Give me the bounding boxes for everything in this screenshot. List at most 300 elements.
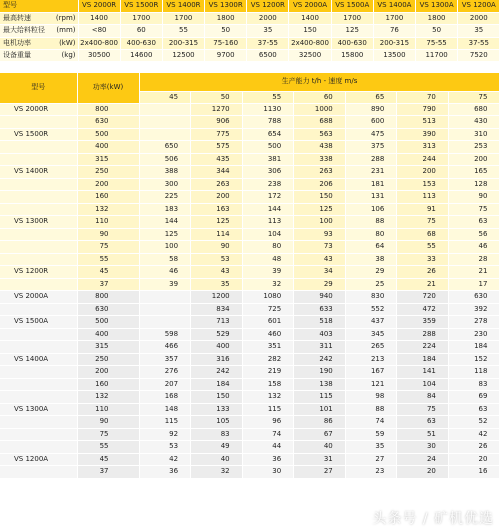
spec-cell: 2x400-800 — [289, 37, 331, 49]
model-cell: VS 1500R — [0, 128, 77, 141]
capacity-row — [0, 166, 500, 179]
capacity-cell: 438 — [294, 141, 346, 154]
spec-cell: 1800 — [205, 12, 247, 24]
capacity-cell: 125 — [139, 228, 191, 241]
model-cell — [0, 253, 77, 266]
capacity-cell: 86 — [294, 416, 346, 429]
capacity-cell: 148 — [139, 403, 191, 416]
capacity-cell: 184 — [191, 378, 243, 391]
capacity-cell: 131 — [345, 191, 397, 204]
capacity-cell: 345 — [345, 328, 397, 341]
power-cell: 132 — [77, 391, 139, 404]
spec-cell: 1700 — [120, 12, 162, 24]
spec-cell: 150 — [289, 25, 331, 37]
spec-cell: 50 — [416, 25, 458, 37]
spec-label-text: 电机功率 — [3, 38, 31, 47]
capacity-row — [0, 241, 500, 254]
capacity-cell: 310 — [448, 128, 500, 141]
spec-cell: 400-630 — [331, 37, 373, 49]
spec-cell: 1700 — [373, 12, 415, 24]
capacity-cell: 552 — [345, 303, 397, 316]
capacity-cell: 725 — [242, 303, 294, 316]
speed-header-cell: 65 — [345, 91, 397, 103]
capacity-cell: 207 — [139, 378, 191, 391]
spec-row-label — [0, 25, 78, 37]
spec-cell: 2000 — [247, 12, 289, 24]
capacity-cell: 40 — [294, 441, 346, 454]
capacity-cell: 688 — [294, 116, 346, 129]
capacity-cell: 513 — [397, 116, 449, 129]
capacity-cell: 500 — [242, 141, 294, 154]
capacity-cell — [139, 316, 191, 329]
capacity-cell: 633 — [294, 303, 346, 316]
capacity-cell: 125 — [294, 203, 346, 216]
capacity-cell: 24 — [397, 453, 449, 466]
capacity-group-header: 生产能力 t/h - 速度 m/s — [139, 73, 500, 91]
capacity-cell: 288 — [397, 328, 449, 341]
capacity-cell: 598 — [139, 328, 191, 341]
model-cell — [0, 391, 77, 404]
capacity-cell: 906 — [191, 116, 243, 129]
capacity-cell: 88 — [345, 403, 397, 416]
capacity-row — [0, 366, 500, 379]
capacity-cell: 1000 — [294, 103, 346, 116]
watermark-text: 头条号 / 矿机优选 — [372, 511, 494, 527]
spec-row — [0, 25, 500, 37]
capacity-cell: 33 — [397, 253, 449, 266]
power-cell: 500 — [77, 316, 139, 329]
power-cell: 75 — [77, 241, 139, 254]
capacity-row — [0, 328, 500, 341]
capacity-cell: 184 — [448, 341, 500, 354]
power-cell: 630 — [77, 116, 139, 129]
capacity-cell: 263 — [294, 166, 346, 179]
capacity-cell: 403 — [294, 328, 346, 341]
capacity-cell: 32 — [191, 466, 243, 479]
capacity-cell: 242 — [191, 366, 243, 379]
spec-cell: 12500 — [162, 50, 204, 62]
capacity-cell: 158 — [242, 378, 294, 391]
capacity-cell: 100 — [139, 241, 191, 254]
speed-header-cell: 45 — [139, 91, 191, 103]
speed-header-cell: 50 — [191, 91, 243, 103]
capacity-cell: 118 — [448, 366, 500, 379]
power-cell: 250 — [77, 353, 139, 366]
capacity-cell: 63 — [448, 403, 500, 416]
capacity-cell: 100 — [294, 216, 346, 229]
capacity-cell: 601 — [242, 316, 294, 329]
capacity-cell: 25 — [345, 278, 397, 291]
spec-cell: 50 — [205, 25, 247, 37]
capacity-cell: 506 — [139, 153, 191, 166]
power-cell: 250 — [77, 166, 139, 179]
capacity-row — [0, 116, 500, 129]
power-cell: 400 — [77, 328, 139, 341]
capacity-cell: 90 — [191, 241, 243, 254]
capacity-cell: 113 — [242, 216, 294, 229]
capacity-cell: 31 — [294, 453, 346, 466]
capacity-cell: 20 — [448, 453, 500, 466]
capacity-cell: 282 — [242, 353, 294, 366]
spec-cell: 1700 — [331, 12, 373, 24]
capacity-cell: 238 — [242, 178, 294, 191]
spec-unit-text: (kg) — [61, 51, 76, 60]
spec-label-text: 最高转速 — [3, 14, 31, 23]
capacity-cell: 200 — [448, 153, 500, 166]
capacity-cell: 144 — [242, 203, 294, 216]
spec-cell: 37-55 — [247, 37, 289, 49]
power-cell: 55 — [77, 253, 139, 266]
power-cell: 800 — [77, 291, 139, 304]
capacity-cell: 680 — [448, 103, 500, 116]
capacity-cell: 28 — [448, 253, 500, 266]
capacity-cell: 83 — [191, 428, 243, 441]
power-cell: 132 — [77, 203, 139, 216]
capacity-row — [0, 441, 500, 454]
spec-model-header: VS 1200R — [247, 0, 289, 12]
capacity-cell: 219 — [242, 366, 294, 379]
capacity-header-row — [0, 73, 500, 91]
capacity-cell: 63 — [448, 216, 500, 229]
spec-cell: 1400 — [78, 12, 120, 24]
capacity-cell: 306 — [242, 166, 294, 179]
capacity-cell: 152 — [448, 353, 500, 366]
capacity-row — [0, 141, 500, 154]
capacity-cell: 190 — [294, 366, 346, 379]
capacity-cell: 168 — [139, 391, 191, 404]
capacity-cell: 253 — [448, 141, 500, 154]
capacity-cell: 713 — [191, 316, 243, 329]
spec-cell: 14600 — [120, 50, 162, 62]
capacity-cell: 163 — [191, 203, 243, 216]
spec-header-label: 型号 — [0, 0, 78, 12]
capacity-cell: 58 — [139, 253, 191, 266]
model-cell — [0, 428, 77, 441]
capacity-cell: 529 — [191, 328, 243, 341]
spec-model-header: VS 2000A — [289, 0, 331, 12]
capacity-cell — [139, 128, 191, 141]
capacity-cell: 98 — [345, 391, 397, 404]
capacity-cell: 68 — [397, 228, 449, 241]
capacity-row — [0, 316, 500, 329]
capacity-cell: 231 — [345, 166, 397, 179]
spec-cell: 75-160 — [205, 37, 247, 49]
spec-label-text: 最大给料粒径 — [3, 26, 45, 35]
spec-cell: 1800 — [416, 12, 458, 24]
spec-cell: 32500 — [289, 50, 331, 62]
spec-model-header: VS 1500A — [331, 0, 373, 12]
model-cell — [0, 178, 77, 191]
capacity-cell: 224 — [397, 341, 449, 354]
capacity-cell: 63 — [397, 416, 449, 429]
capacity-cell: 80 — [242, 241, 294, 254]
power-cell: 90 — [77, 228, 139, 241]
model-cell — [0, 378, 77, 391]
capacity-cell: 51 — [397, 428, 449, 441]
capacity-cell: 1080 — [242, 291, 294, 304]
capacity-cell: 630 — [448, 291, 500, 304]
power-cell: 90 — [77, 416, 139, 429]
power-cell: 160 — [77, 378, 139, 391]
spec-cell: 13500 — [373, 50, 415, 62]
model-cell: VS 2000A — [0, 291, 77, 304]
power-cell: 45 — [77, 266, 139, 279]
capacity-cell: 93 — [294, 228, 346, 241]
model-cell: VS 1500A — [0, 316, 77, 329]
capacity-cell — [139, 303, 191, 316]
spec-model-header: VS 1300A — [416, 0, 458, 12]
capacity-cell: 475 — [345, 128, 397, 141]
capacity-cell: 890 — [345, 103, 397, 116]
capacity-cell: 16 — [448, 466, 500, 479]
capacity-cell: 375 — [345, 141, 397, 154]
capacity-cell: 64 — [345, 241, 397, 254]
capacity-cell: 563 — [294, 128, 346, 141]
capacity-cell: 113 — [397, 191, 449, 204]
capacity-cell: 49 — [191, 441, 243, 454]
capacity-cell: 75 — [397, 403, 449, 416]
model-cell — [0, 153, 77, 166]
spec-cell: 1700 — [162, 12, 204, 24]
capacity-row — [0, 266, 500, 279]
spec-row-label — [0, 50, 78, 62]
model-column-header: 型号 — [0, 73, 77, 103]
capacity-cell: 200 — [397, 166, 449, 179]
speed-header-cell: 70 — [397, 91, 449, 103]
capacity-cell: 435 — [191, 153, 243, 166]
power-cell: 500 — [77, 128, 139, 141]
capacity-cell: 92 — [139, 428, 191, 441]
spec-row-label — [0, 12, 78, 24]
capacity-cell: 357 — [139, 353, 191, 366]
capacity-cell: 35 — [345, 441, 397, 454]
power-cell: 37 — [77, 466, 139, 479]
capacity-cell: 53 — [139, 441, 191, 454]
model-cell — [0, 441, 77, 454]
model-cell — [0, 203, 77, 216]
model-cell — [0, 228, 77, 241]
capacity-cell: 265 — [345, 341, 397, 354]
power-cell: 110 — [77, 216, 139, 229]
capacity-row — [0, 103, 500, 116]
capacity-cell: 311 — [294, 341, 346, 354]
model-cell — [0, 278, 77, 291]
capacity-row — [0, 453, 500, 466]
capacity-cell: 43 — [294, 253, 346, 266]
spec-cell: 7520 — [458, 50, 500, 62]
capacity-cell: 242 — [294, 353, 346, 366]
model-cell — [0, 341, 77, 354]
model-cell — [0, 241, 77, 254]
spec-header-row — [0, 0, 500, 12]
capacity-cell: 91 — [397, 203, 449, 216]
capacity-cell: 114 — [191, 228, 243, 241]
capacity-row — [0, 291, 500, 304]
spec-cell: 60 — [120, 25, 162, 37]
capacity-cell: 133 — [191, 403, 243, 416]
power-cell: 400 — [77, 141, 139, 154]
capacity-cell: 775 — [191, 128, 243, 141]
model-cell — [0, 328, 77, 341]
spec-unit-text: (rpm) — [55, 14, 76, 23]
spec-model-header: VS 1200A — [458, 0, 500, 12]
capacity-cell: 38 — [345, 253, 397, 266]
spec-model-header: VS 1400R — [162, 0, 204, 12]
spec-unit-text: (mm) — [56, 26, 76, 35]
capacity-cell: 52 — [448, 416, 500, 429]
capacity-cell: 200 — [191, 191, 243, 204]
model-cell — [0, 466, 77, 479]
model-cell: VS 1200R — [0, 266, 77, 279]
power-cell: 45 — [77, 453, 139, 466]
capacity-cell: 834 — [191, 303, 243, 316]
capacity-cell: 69 — [448, 391, 500, 404]
capacity-cell: 88 — [345, 216, 397, 229]
capacity-cell — [139, 103, 191, 116]
spec-cell: 35 — [458, 25, 500, 37]
power-cell: 37 — [77, 278, 139, 291]
capacity-cell: 96 — [242, 416, 294, 429]
capacity-cell: 300 — [139, 178, 191, 191]
spec-cell: <80 — [78, 25, 120, 37]
capacity-cell: 101 — [294, 403, 346, 416]
capacity-cell: 213 — [345, 353, 397, 366]
capacity-cell: 26 — [397, 266, 449, 279]
capacity-row — [0, 191, 500, 204]
capacity-cell: 518 — [294, 316, 346, 329]
capacity-cell: 55 — [397, 241, 449, 254]
capacity-cell: 104 — [242, 228, 294, 241]
spec-label-text: 设备重量 — [3, 51, 31, 60]
capacity-cell: 650 — [139, 141, 191, 154]
capacity-cell: 181 — [345, 178, 397, 191]
capacity-cell: 437 — [345, 316, 397, 329]
capacity-cell: 466 — [139, 341, 191, 354]
capacity-cell: 790 — [397, 103, 449, 116]
capacity-cell: 390 — [397, 128, 449, 141]
capacity-cell: 30 — [242, 466, 294, 479]
capacity-cell: 39 — [139, 278, 191, 291]
capacity-cell: 472 — [397, 303, 449, 316]
capacity-cell: 115 — [242, 403, 294, 416]
capacity-cell: 46 — [448, 241, 500, 254]
model-cell — [0, 191, 77, 204]
capacity-cell: 115 — [139, 416, 191, 429]
spec-cell: 2000 — [458, 12, 500, 24]
capacity-row — [0, 128, 500, 141]
capacity-cell: 84 — [397, 391, 449, 404]
spec-cell: 400-630 — [120, 37, 162, 49]
capacity-cell: 1270 — [191, 103, 243, 116]
capacity-cell: 115 — [294, 391, 346, 404]
power-cell: 160 — [77, 191, 139, 204]
capacity-cell: 720 — [397, 291, 449, 304]
capacity-table — [0, 73, 500, 479]
capacity-cell: 313 — [397, 141, 449, 154]
capacity-cell: 165 — [448, 166, 500, 179]
speed-header-cell: 55 — [242, 91, 294, 103]
spec-cell: 30500 — [78, 50, 120, 62]
spec-table — [0, 0, 500, 62]
capacity-row — [0, 403, 500, 416]
capacity-cell: 244 — [397, 153, 449, 166]
capacity-cell: 105 — [191, 416, 243, 429]
capacity-row — [0, 353, 500, 366]
power-cell: 800 — [77, 103, 139, 116]
spec-row — [0, 50, 500, 62]
model-cell: VS 1400R — [0, 166, 77, 179]
spec-cell: 6500 — [247, 50, 289, 62]
capacity-cell: 1200 — [191, 291, 243, 304]
capacity-cell: 276 — [139, 366, 191, 379]
capacity-cell: 56 — [448, 228, 500, 241]
capacity-cell: 183 — [139, 203, 191, 216]
capacity-cell: 29 — [294, 278, 346, 291]
power-cell: 55 — [77, 441, 139, 454]
capacity-cell: 830 — [345, 291, 397, 304]
capacity-cell: 381 — [242, 153, 294, 166]
capacity-cell: 46 — [139, 266, 191, 279]
capacity-row — [0, 253, 500, 266]
capacity-row — [0, 178, 500, 191]
capacity-cell: 600 — [345, 116, 397, 129]
capacity-cell: 27 — [345, 453, 397, 466]
capacity-cell: 359 — [397, 316, 449, 329]
capacity-cell: 21 — [397, 278, 449, 291]
capacity-cell: 48 — [242, 253, 294, 266]
capacity-row — [0, 341, 500, 354]
spec-cell: 1400 — [289, 12, 331, 24]
model-cell: VS 1300A — [0, 403, 77, 416]
model-cell: VS 2000R — [0, 103, 77, 116]
capacity-cell: 184 — [397, 353, 449, 366]
spec-row — [0, 37, 500, 49]
capacity-cell: 30 — [397, 441, 449, 454]
power-cell: 75 — [77, 428, 139, 441]
capacity-cell: 575 — [191, 141, 243, 154]
capacity-cell: 26 — [448, 441, 500, 454]
speed-header-cell: 75 — [448, 91, 500, 103]
capacity-cell: 42 — [448, 428, 500, 441]
spec-row-label — [0, 37, 78, 49]
capacity-cell: 17 — [448, 278, 500, 291]
spec-cell: 55 — [162, 25, 204, 37]
capacity-cell: 400 — [191, 341, 243, 354]
capacity-cell: 21 — [448, 266, 500, 279]
spec-cell: 125 — [331, 25, 373, 37]
capacity-cell: 125 — [191, 216, 243, 229]
capacity-cell: 90 — [448, 191, 500, 204]
capacity-cell: 80 — [345, 228, 397, 241]
power-cell: 630 — [77, 303, 139, 316]
capacity-cell: 654 — [242, 128, 294, 141]
capacity-cell: 316 — [191, 353, 243, 366]
capacity-cell: 132 — [242, 391, 294, 404]
capacity-row — [0, 216, 500, 229]
capacity-cell: 42 — [139, 453, 191, 466]
capacity-row — [0, 378, 500, 391]
capacity-cell: 23 — [345, 466, 397, 479]
spec-cell: 2x400-800 — [78, 37, 120, 49]
capacity-cell: 138 — [294, 378, 346, 391]
power-column-header: 功率(kW) — [77, 73, 139, 103]
capacity-cell: 75 — [397, 216, 449, 229]
spec-cell: 200-315 — [162, 37, 204, 49]
capacity-cell: 150 — [294, 191, 346, 204]
capacity-cell: 278 — [448, 316, 500, 329]
spec-cell: 75-55 — [416, 37, 458, 49]
capacity-cell: 36 — [139, 466, 191, 479]
